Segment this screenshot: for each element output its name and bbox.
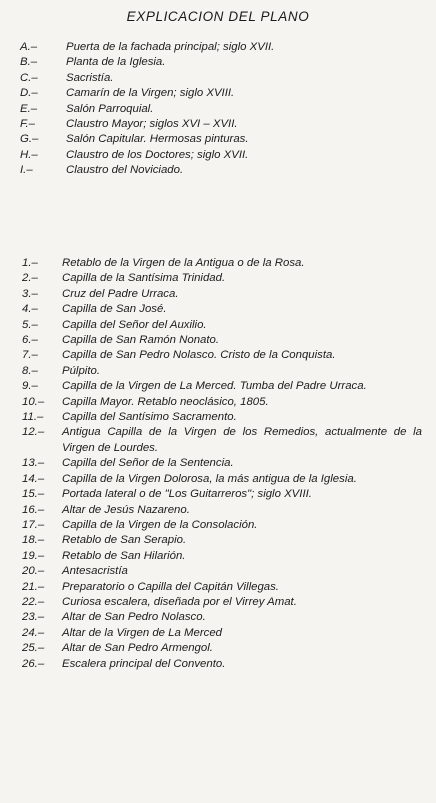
list-item — [0, 71, 436, 86]
item-key: 14.– — [22, 472, 45, 485]
item-key: 12.– — [22, 426, 45, 439]
list-item — [0, 132, 436, 147]
item-text: Antigua Capilla de la Virgen de los Remedios, actualmente de la Virgen de Lourdes. — [62, 426, 422, 454]
item-text: Puerta de la fachada principal; siglo XVII. — [66, 41, 275, 53]
item-key: E.– — [20, 102, 38, 115]
list-item — [0, 395, 436, 410]
list-item — [0, 610, 436, 625]
page-title: EXPLICACION DEL PLANO — [126, 9, 310, 24]
list-item — [0, 148, 436, 163]
list-item — [0, 163, 436, 178]
item-key: 4.– — [22, 303, 38, 316]
number-legend-list — [0, 256, 436, 672]
item-key: 15.– — [22, 488, 45, 501]
list-item — [0, 256, 436, 271]
item-text: Planta de la Iglesia. — [66, 56, 166, 69]
item-text: Capilla de San Pedro Nolasco. Cristo de la Conquista. — [62, 349, 336, 362]
list-item — [0, 580, 436, 595]
list-item — [0, 333, 436, 348]
item-key: D.– — [20, 87, 38, 100]
item-key: 6.– — [22, 334, 38, 347]
item-key: 2.– — [22, 272, 38, 285]
item-text: Capilla del Señor del Auxilio. — [62, 318, 207, 331]
item-text: Escalera principal del Convento. — [62, 657, 226, 670]
list-item — [0, 271, 436, 286]
item-key: 13.– — [22, 457, 45, 470]
item-text: Capilla de la Virgen de La Merced. Tumba del Padre Urraca. — [62, 380, 367, 393]
item-key: I.– — [20, 164, 33, 177]
item-key: 24.– — [22, 626, 45, 639]
item-text: Portada lateral o de "Los Guitarreros"; siglo XVIII. — [62, 488, 312, 501]
item-key: C.– — [20, 71, 38, 84]
item-key: G.– — [20, 133, 39, 146]
item-key: B.– — [20, 56, 38, 69]
item-text: Altar de la Virgen de La Merced — [62, 626, 222, 639]
item-key: 22.– — [22, 595, 45, 608]
list-item — [0, 410, 436, 425]
item-text: Sacristía. — [66, 71, 114, 84]
letter-legend-list — [0, 40, 436, 179]
item-key: 19.– — [22, 549, 45, 562]
item-text: Claustro de los Doctores; siglo XVII. — [66, 148, 249, 161]
list-item — [0, 564, 436, 579]
item-key: A.– — [20, 41, 38, 53]
list-item — [0, 55, 436, 70]
item-key: 9.– — [22, 380, 38, 393]
item-key: H.– — [20, 148, 38, 161]
item-key: 20.– — [22, 565, 45, 578]
item-key: 18.– — [22, 534, 45, 547]
item-key: 21.– — [22, 580, 45, 593]
item-text: Púlpito. — [62, 364, 100, 377]
list-item — [0, 626, 436, 641]
item-text: Salón Parroquial. — [66, 102, 154, 115]
list-item — [0, 318, 436, 333]
item-key: F.– — [20, 118, 35, 131]
item-key: 26.– — [22, 657, 45, 670]
item-key: 23.– — [22, 611, 45, 624]
item-key: 16.– — [22, 503, 45, 516]
list-item — [0, 595, 436, 610]
item-text: Altar de Jesús Nazareno. — [62, 503, 190, 516]
item-key: 11.– — [22, 411, 44, 424]
list-item — [0, 379, 436, 394]
item-text: Capilla de la Santísima Trinidad. — [62, 272, 226, 285]
item-key: 3.– — [22, 287, 38, 300]
item-text: Cruz del Padre Urraca. — [62, 287, 179, 300]
list-item — [0, 472, 436, 487]
item-key: 5.– — [22, 318, 38, 331]
item-text: Altar de San Pedro Armengol. — [62, 642, 213, 655]
item-text: Capilla de la Virgen de la Consolación. — [62, 518, 258, 531]
item-key: 25.– — [22, 642, 45, 655]
item-text: Altar de San Pedro Nolasco. — [62, 611, 206, 624]
item-text: Retablo de San Serapio. — [62, 534, 187, 547]
item-text: Capilla de San Ramón Nonato. — [62, 334, 220, 347]
item-key: 7.– — [22, 349, 38, 362]
item-text: Retablo de la Virgen de la Antigua o de la Rosa. — [62, 257, 305, 269]
list-item — [0, 657, 436, 672]
item-text: Capilla Mayor. Retablo neoclásico, 1805. — [62, 395, 269, 408]
item-key: 8.– — [22, 364, 38, 377]
list-item — [0, 503, 436, 518]
list-item — [0, 102, 436, 117]
item-text: Curiosa escalera, diseñada por el Virrey Amat. — [62, 595, 297, 608]
list-item — [0, 287, 436, 302]
list-item — [0, 425, 436, 456]
list-item — [0, 549, 436, 564]
item-key: 1.– — [22, 257, 38, 269]
list-item — [0, 302, 436, 317]
item-text: Retablo de San Hilarión. — [62, 549, 186, 562]
list-item — [0, 518, 436, 533]
item-text: Antesacristía — [62, 565, 128, 578]
list-item — [0, 117, 436, 132]
list-item — [0, 533, 436, 548]
list-item — [0, 641, 436, 656]
item-key: 17.– — [22, 518, 45, 531]
item-text: Capilla de San José. — [62, 303, 167, 316]
list-item — [0, 348, 436, 363]
item-text: Camarín de la Virgen; siglo XVIII. — [66, 87, 235, 100]
item-text: Capilla del Santísimo Sacramento. — [62, 411, 237, 424]
item-text: Salón Capitular. Hermosas pinturas. — [66, 133, 249, 146]
item-text: Preparatorio o Capilla del Capitán Villegas. — [62, 580, 279, 593]
list-item — [0, 456, 436, 471]
list-item — [0, 86, 436, 101]
item-text: Claustro del Noviciado. — [66, 164, 184, 177]
item-key: 10.– — [22, 395, 45, 408]
list-item — [0, 40, 436, 55]
item-text: Capilla del Señor de la Sentencia. — [62, 457, 234, 470]
item-text: Claustro Mayor; siglos XVI – XVII. — [66, 118, 238, 131]
list-item — [0, 487, 436, 502]
list-item — [0, 364, 436, 379]
item-text: Capilla de la Virgen Dolorosa, la más antigua de la Iglesia. — [62, 472, 357, 485]
